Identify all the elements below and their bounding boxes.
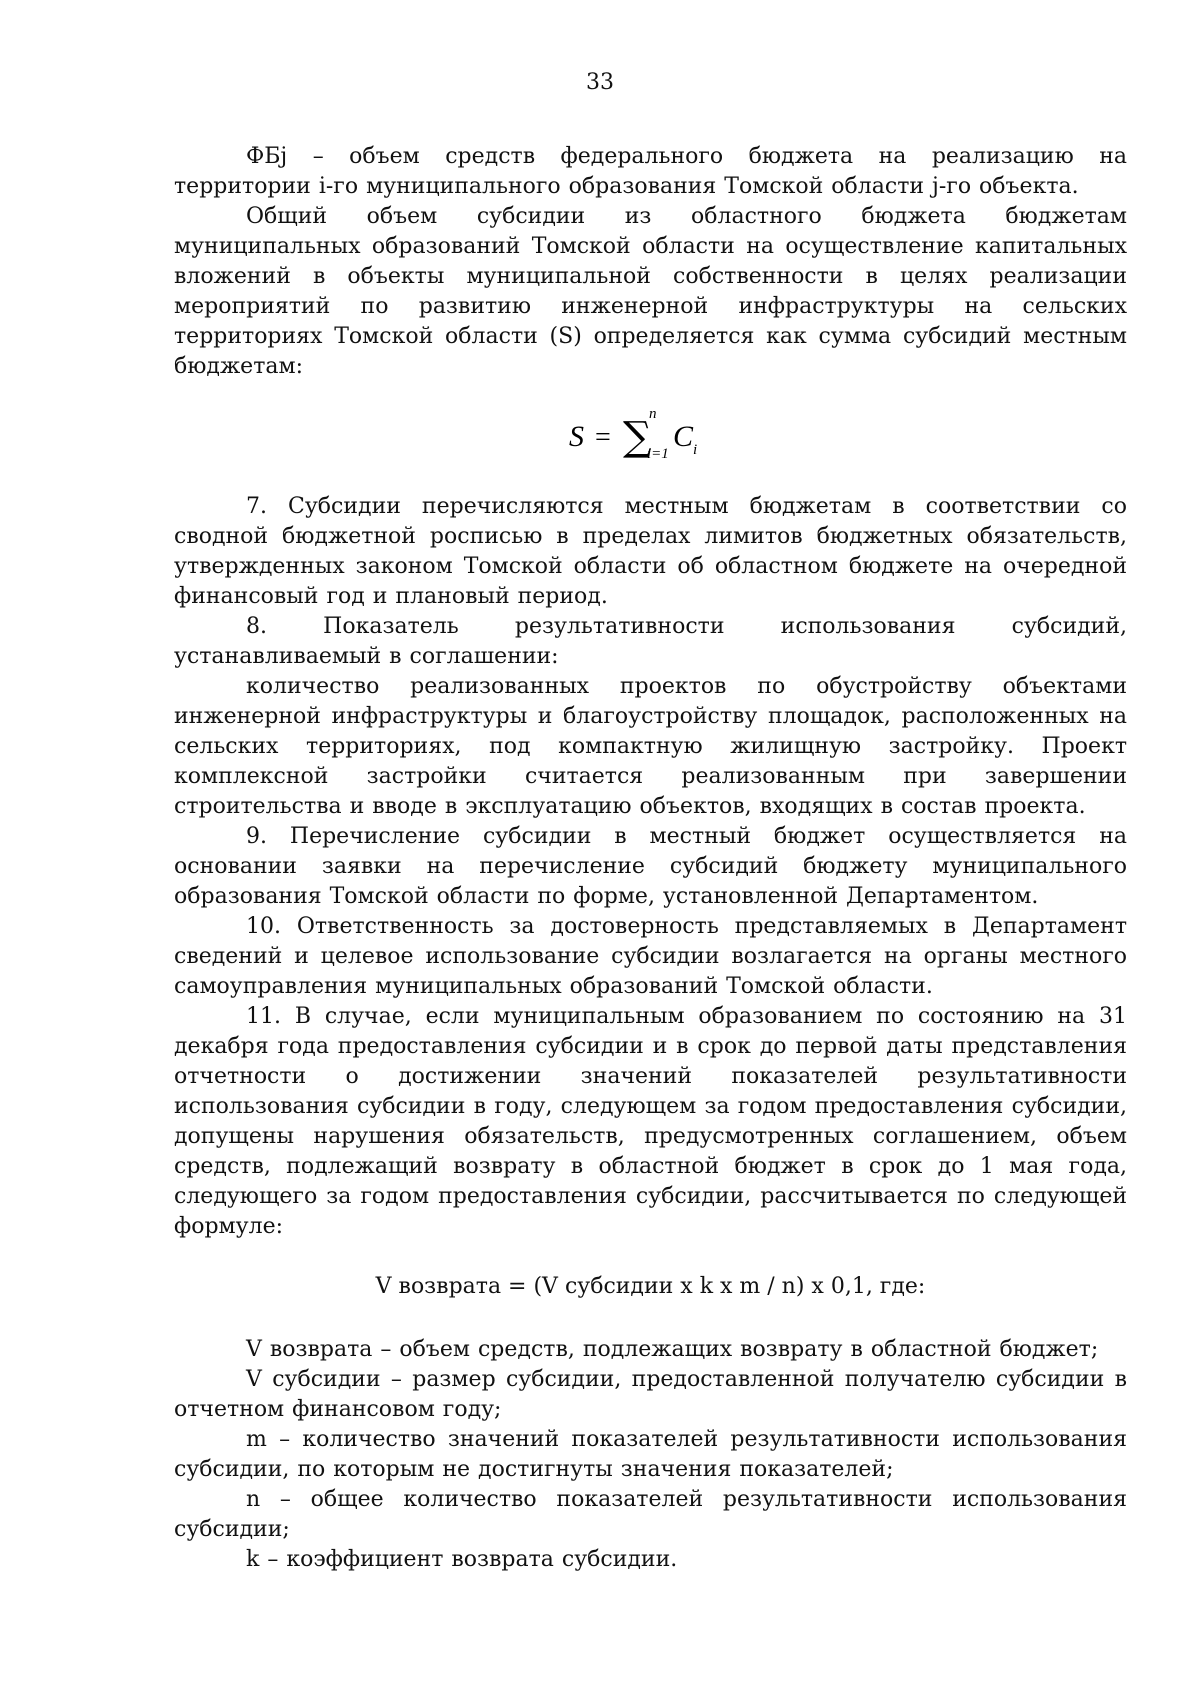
definition-v-subsidy: V субсидии – размер субсидии, предоставленной получателю субсидии в отчетном финансовом году; [174, 1367, 1127, 1422]
page-number: 33 [586, 70, 614, 95]
definition-k: k – коэффициент возврата субсидии. [246, 1547, 678, 1572]
paragraph-item-7: 7. Субсидии перечисляются местным бюджетам в соответствии со сводной бюджетной росписью в пределах лимитов бюджетных обязательств, утвержденных законом Томской области об областном бюджете на очередной финансовый год и плановый период. [174, 494, 1127, 609]
formula-sum-subsidies [174, 400, 1127, 464]
formula-term: C [672, 420, 693, 453]
formula-return-volume: V возврата = (V субсидии x k x m / n) x 0,1, где: [375, 1274, 926, 1299]
document-body [174, 142, 1127, 1575]
paragraph-item-9: 9. Перечисление субсидии в местный бюджет осуществляется на основании заявки на перечисление субсидий бюджету муниципального образования Томской области по форме, установленной Департаментом. [174, 824, 1127, 909]
definition-v-return: V возврата – объем средств, подлежащих возврату в областной бюджет; [246, 1337, 1099, 1362]
paragraph-item-11: 11. В случае, если муниципальным образованием по состоянию на 31 декабря года предоставления субсидии и в срок до первой даты представления отчетности о достижении значений показателей результативности использования субсидии в году, следующем за годом предоставления субсидии, допущены нарушения обязательств, предусмотренных соглашением, объем средств, подлежащий возврату в областной бюджет в срок до 1 мая года, следующего за годом предоставления субсидии, рассчитывается по следующей формуле: [174, 1004, 1127, 1239]
paragraph-item-10: 10. Ответственность за достоверность представляемых в Департамент сведений и целевое использование субсидии возлагается на органы местного самоуправления муниципальных образований Томской области. [174, 914, 1127, 999]
summation-upper-limit: n [648, 406, 656, 422]
definition-m: m – количество значений показателей результативности использования субсидии, по которым не достигнуты значения показателей; [174, 1427, 1127, 1482]
paragraph-item-8: 8. Показатель результативности использования субсидий, устанавливаемый в соглашении: [174, 614, 1127, 669]
formula-term-subscript: i [692, 442, 697, 458]
definition-n: n – общее количество показателей результативности использования субсидии; [174, 1487, 1127, 1542]
paragraph-total-subsidy: Общий объем субсидии из областного бюджета бюджетам муниципальных образований Томской области на осуществление капитальных вложений в объекты муниципальной собственности в целях реализации мероприятий по развитию инженерной инфраструктуры на сельских территориях Томской области (S) определяется как сумма субсидий местным бюджетам: [174, 204, 1127, 379]
summation-sign: ∑ [622, 414, 652, 460]
summation-lower-limit: i=1 [646, 446, 669, 462]
formula-lhs: S [568, 420, 584, 453]
paragraph-fbj-definition: ФБj – объем средств федерального бюджета на реализацию на территории i-го муниципального образования Томской области j-го объекта. [174, 144, 1127, 199]
formula-equals: = [594, 422, 611, 453]
formula-sum-graphic [551, 400, 751, 464]
paragraph-indicator: количество реализованных проектов по обустройству объектами инженерной инфраструктуры и благоустройству площадок, расположенных на сельских территориях, под компактную жилищную застройку. Проект комплексной застройки считается реализованным при завершении строительства и вводе в эксплуатацию объектов, входящих в состав проекта. [174, 674, 1127, 819]
